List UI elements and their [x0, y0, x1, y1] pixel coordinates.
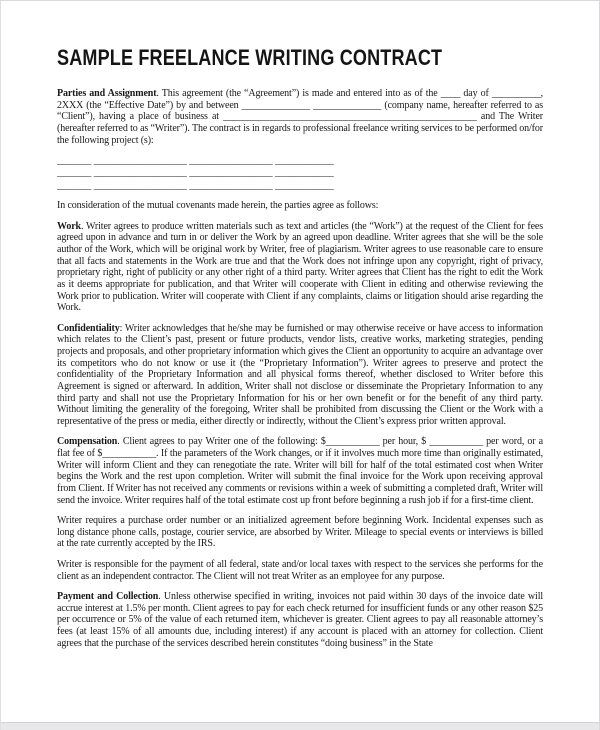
section-lead-work: Work: [57, 220, 81, 232]
project-blank-line: _______ ___________________ _________________ ____________: [57, 155, 334, 167]
page-bottom-edge: [1, 722, 599, 730]
section-lead-compensation: Compensation: [57, 436, 118, 448]
paragraph-payment-and-collection: [57, 591, 543, 649]
paragraph-text-compensation: . Client agrees to pay Writer one of the following: $___________ per hour, $ ___________ per word, or a flat fee of $___________. If the parameters of the Work changes, or if it involves much more time than originally estimated, Writer will inform Client and they can renegotiate the rate. Writer will bill for half of the total estimated cost when Writer begins the Work and the rest upon completion. Writer will submit the final invoice for the Work upon receiving approval from Client. If Writer has not received any comments or revisions within a week of submitting a completed draft, Writer will send the invoice. Writer requires half of the total estimate cost up front before beginning a rush job if for a first-time client.: [57, 436, 543, 506]
page-title: SAMPLE FREELANCE WRITING CONTRACT: [57, 45, 443, 70]
project-blank-line: _______ ___________________ _________________ ____________: [57, 179, 334, 191]
paragraph-text-payment-and-collection: . Unless otherwise specified in writing, invoices not paid within 30 days of the invoice date will accrue interest at 1.5% per month. Client agrees to pay for each check returned for insufficient funds or any other reason $25 per occurrence or 5% of the value of each returned item, whichever is greater. Client agrees to pay all reasonable attorney’s fees (at least 15% of all amounts due, including interest) if any account is placed with an attorney for collection. Client agrees that the purchase of the services described herein constitutes “doing business” in the State: [57, 590, 544, 649]
paragraph-text-parties: . This agreement (the “Agreement”) is made and entered into as of the ____ day of __________, 2XXX (the “Effective Date”) by and between ______________ ______________ (company name, hereafter referred to as “Client”), having a place of business at ____________________________________________________ and The Writer (hereafter referred to as “Writer”). The contract is in regards to professional freelance writing services to be performed on/for the following project (s):: [57, 88, 543, 146]
section-lead-payment-and-collection: Payment and Collection: [57, 590, 159, 602]
paragraph-text-work: . Writer agrees to produce written materials such as text and articles (the “Work”) at the request of the Client for fees agreed upon in advance and turn in or deliver the Work by an agreed upon deadline. Writer agrees that she will be the sole author of the Work, which will be original work by Writer, free of plagiarism. Writer agrees to use reasonable care to ensure that all facts and statements in the Work are true and that the Work does not infringe upon any copyright, right of privacy, proprietary right, right of publicity or any other right of a third party. Writer agrees that Client has the right to edit the Work as it deems appropriate for publication, and that Writer will cooperate with Client in editing and otherwise reviewing the Work prior to publication. Writer will cooperate with Client if any complaints, claims or litigation should arise regarding the Work.: [57, 220, 543, 314]
section-lead-confidentiality: Confidentiality: [57, 322, 120, 334]
paragraph-consideration: [57, 200, 543, 212]
paragraph-taxes: [57, 559, 543, 582]
paragraph-confidentiality: [57, 323, 543, 428]
paragraph-text-consideration: In consideration of the mutual covenants made herein, the parties agree as follows:: [57, 200, 379, 212]
section-lead-parties: Parties and Assignment: [57, 88, 157, 99]
paragraph-expenses: [57, 515, 543, 550]
page-content: [1, 1, 599, 649]
paragraph-text-expenses: Writer requires a purchase order number or an initialized agreement before beginning Work. Incidental expenses such as long distance phone calls, postage, courier service, are absorbed by Writer. Mileage to special events or interviews is billed at the rate currently accepted by the IRS.: [57, 515, 543, 550]
paragraph-parties-and-assignment: [57, 88, 543, 146]
paragraph-text-confidentiality: : Writer acknowledges that he/she may be furnished or may otherwise receive or have access to information which relates to the Client’s past, present or future products, vendor lists, creative works, marketing strategies, pending projects and proposals, and other proprietary information which gives the Client an opportunity to acquire an advantage over its competitors who do not know or use it (the “Proprietary Information”). Writer agrees to preserve and protect the confidentiality of the Proprietary Information and all physical forms thereof, whether disclosed to Writer before this Agreement is signed or afterward. In addition, Writer shall not disclose or disseminate the Proprietary Information to any third party and shall not use the Proprietary Information for his or her own benefit or for the benefit of any third party. Without limiting the generality of the foregoing, Writer shall be prohibited from discussing the Client or the Work with a representative of the press or media, either directly or indirectly, without the Client’s express prior written approval.: [57, 322, 543, 428]
project-blank-lines: [57, 155, 543, 192]
paragraph-work: [57, 221, 543, 314]
paragraph-compensation: [57, 436, 543, 506]
paragraph-text-taxes: Writer is responsible for the payment of all federal, state and/or local taxes with respect to the services she performs for the client as an independent contractor. The Client will not treat Writer as an employee for any purpose.: [57, 558, 543, 582]
project-blank-line: _______ ___________________ _________________ ____________: [57, 167, 334, 179]
